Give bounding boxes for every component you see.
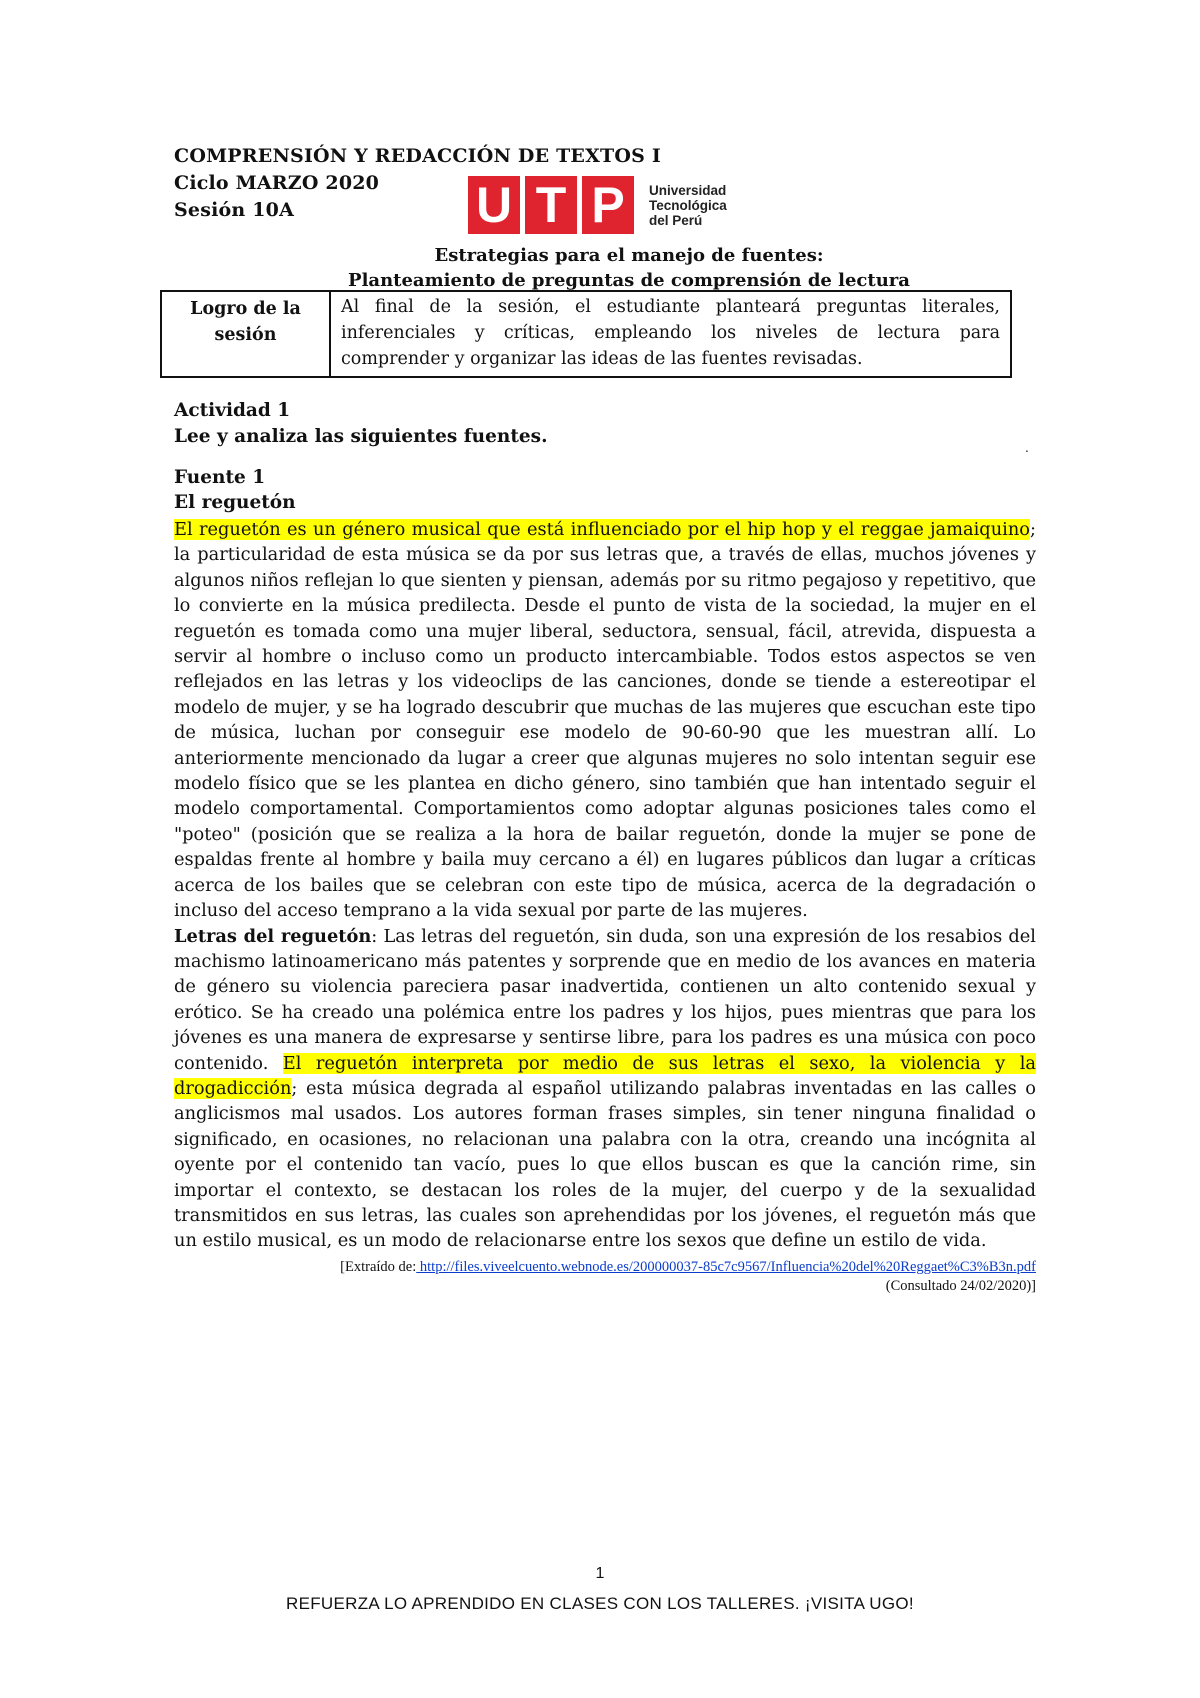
highlight-1: El reguetón es un género musical que está influenciado por el hip hop y el reggae jamaiquino [174,519,1030,540]
paragraph-2-text-b: ; esta música degrada al español utilizando palabras inventadas en las calles o anglicismos mal usados. Los autores forman frases simples, sin tener ninguna finalidad o significado, en ocasiones, no relacionan una palabra con la otra, creando una incógnita al oyente por el contenido tan vacío, pues lo que ellos buscan es que la canción rime, sin importar el contexto, se destacan los roles de la mujer, del cuerpo y de la sexualidad transmitidos en sus letras, las cuales son aprehendidas por los jóvenes, el reguetón más que un estilo musical, es un modo de relacionarse entre los sexos que define un estilo de vida. [174,1077,1036,1252]
source-label: Fuente 1 [174,467,266,488]
source-title: El reguetón [174,492,296,513]
paragraph-2 [174,924,1036,1254]
cycle-label: Ciclo MARZO 2020 [174,172,380,194]
logo-letter-u: U [468,176,520,234]
university-name [649,183,727,228]
footer-banner: REFUERZA LO APRENDIDO EN CLASES CON LOS TALLERES. ¡VISITA UGO! [286,1594,914,1613]
activity-title: Actividad 1 [174,400,291,421]
page-number: 1 [595,1565,605,1582]
paragraph-2-text-a: : Las letras del reguetón, sin duda, son una expresión de los resabios del machismo latinoamericano más patentes y sorprende que en medio de los avances en materia de género su violencia pareciera pasar inadvertida, contienen un alto contenido sexual y erótico. Se ha creado una polémica entre los padres y los hijos, pues mientras que para los jóvenes es una manera de expresarse y sentirse libre, para los padres es una música con poco contenido. [174,925,1036,1074]
source-body [174,517,1036,1254]
lyrics-heading: Letras del reguetón [174,925,372,947]
utp-logo [468,176,727,234]
goal-label: Logro de la sesión [161,291,330,377]
session-subtitle: Planteamiento de preguntas de comprensión de lectura [348,270,910,291]
goal-table [160,290,1012,378]
university-name-line1: Universidad [649,182,727,198]
citation-date: (Consultado 24/02/2020)] [885,1278,1036,1294]
university-name-line3: del Perú [649,212,703,228]
citation-prefix: [Extraído de: [340,1259,417,1275]
logo-letter-p: P [582,176,634,234]
course-title: COMPRENSIÓN Y REDACCIÓN DE TEXTOS I [174,145,661,167]
highlight-2: El reguetón interpreta por medio de sus letras el sexo, la violencia y la drogadicción [174,1052,1036,1099]
paragraph-1 [174,517,1036,924]
citation-link[interactable]: http://files.viveelcuento.webnode.es/200000037-85c7c9567/Influencia%20del%20Reggaet%C3%B3n.pdf [416,1259,1036,1275]
citation [174,1258,1036,1296]
activity-instruction: Lee y analiza las siguientes fuentes. [174,426,548,447]
university-name-line2: Tecnológica [649,197,727,213]
session-title: Estrategias para el manejo de fuentes: [434,245,824,266]
goal-text: Al final de la sesión, el estudiante planteará preguntas literales, inferenciales y críticas, empleando los niveles de lectura para comprender y organizar las ideas de las fuentes revisadas. [330,291,1011,377]
logo-letter-t: T [525,176,577,234]
session-label: Sesión 10A [174,199,295,221]
stray-mark: . [1025,441,1029,455]
paragraph-1-text: ; la particularidad de esta música se da por sus letras que, a través de ellas, muchos jóvenes y algunos niños reflejan lo que sienten y piensan, además por su ritmo pegajoso y repetitivo, que lo convierte en la música predilecta. Desde el punto de vista de la sociedad, la mujer en el reguetón es tomada como una mujer liberal, seductora, sensual, fácil, atrevida, dispuesta a servir al hombre o incluso como un producto intercambiable. Todos estos aspectos se ven reflejados en las letras y los videoclips de las canciones, donde se tiende a estereotipar el modelo de mujer, y se ha logrado descubrir que muchas de las mujeres que escuchan este tipo de música, luchan por conseguir ese modelo de 90-60-90 que les muestran allí. Lo anteriormente mencionado da lugar a creer que algunas mujeres no solo intentan seguir ese modelo físico que se les plantea en dicho género, sino también que han intentado seguir el modelo comportamental. Comportamientos como adoptar algunas posiciones tales como el "poteo" (posición que se realiza a la hora de bailar reguetón, donde la mujer se pone de espaldas frente al hombre y baila muy cercano a él) en lugares públicos dan lugar a críticas acerca de los bailes que se celebran con este tipo de música, acerca de la degradación o incluso del acceso temprano a la vida sexual por parte de las mujeres. [174,519,1036,922]
